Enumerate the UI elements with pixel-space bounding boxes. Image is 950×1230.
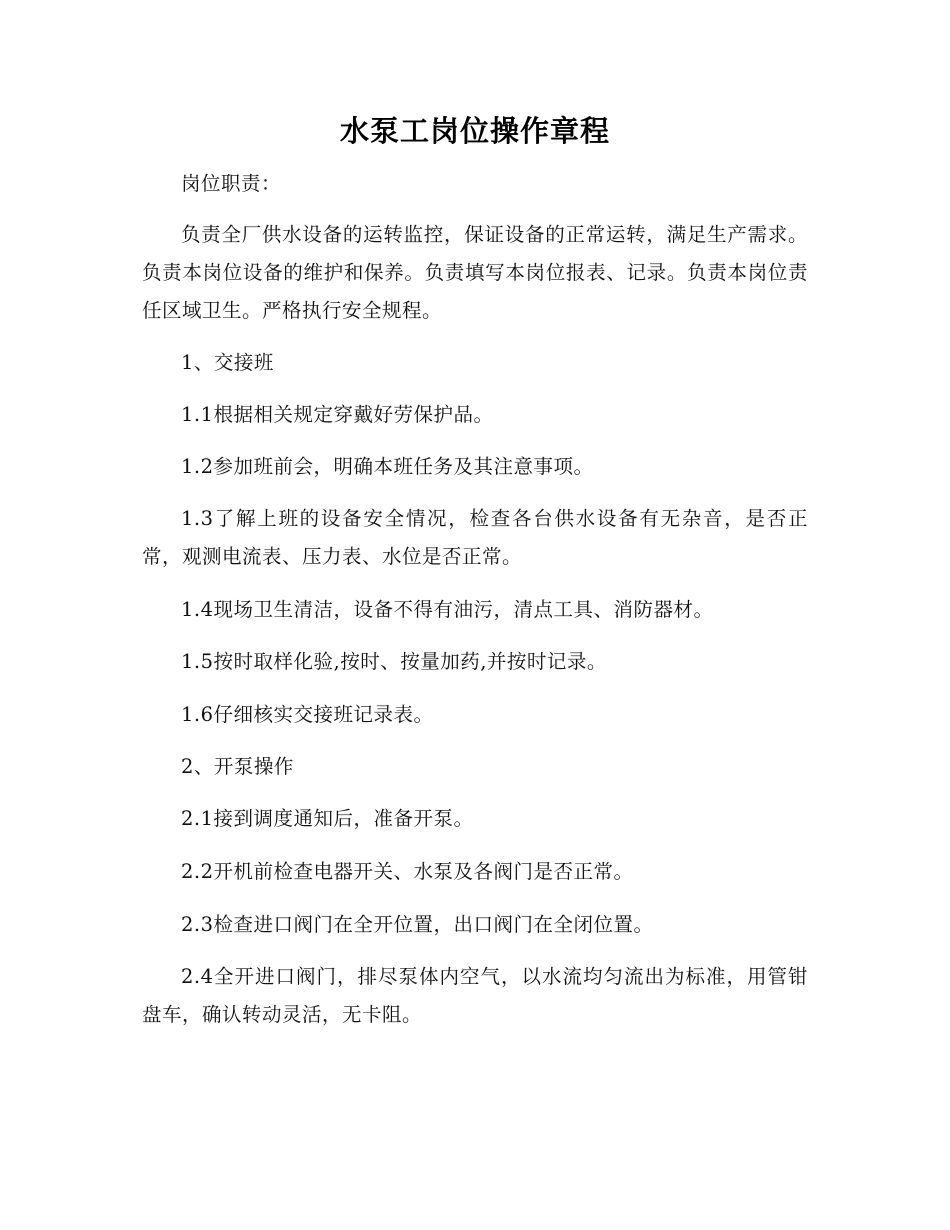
- paragraph-duties-heading: 岗位职责：: [181, 172, 282, 195]
- section-heading-shift-handover: 1、交接班: [181, 351, 274, 374]
- paragraph-2-4: 2.4全开进口阀门，排尽泵体内空气，以水流均匀流出为标准，用管钳盘车，确认转动灵活，无卡阻。: [142, 965, 808, 1026]
- paragraph-1-4: 1.4现场卫生清洁，设备不得有油污，清点工具、消防器材。: [181, 598, 714, 621]
- paragraph-1-5: 1.5按时取样化验,按时、按量加药,并按时记录。: [181, 650, 607, 673]
- document-title: 水泵工岗位操作章程: [339, 114, 610, 148]
- paragraph-2-2: 2.2开机前检查电器开关、水泵及各阀门是否正常。: [181, 860, 634, 883]
- paragraph-1-2: 1.2参加班前会，明确本班任务及其注意事项。: [181, 455, 594, 478]
- paragraph-duties: 负责全厂供水设备的运转监控，保证设备的正常运转，满足生产需求。负责本岗位设备的维护和保养。负责填写本岗位报表、记录。负责本岗位责任区域卫生。严格执行安全规程。: [142, 223, 808, 322]
- paragraph-1-1: 1.1根据相关规定穿戴好劳保护品。: [181, 403, 494, 426]
- paragraph-1-3: 1.3了解上班的设备安全情况，检查各台供水设备有无杂音，是否正常，观测电流表、压力表、水位是否正常。: [142, 507, 808, 568]
- paragraph-1-6: 1.6仔细核实交接班记录表。: [181, 703, 434, 726]
- paragraph-2-1: 2.1接到调度通知后，准备开泵。: [181, 807, 474, 830]
- section-heading-pump-start: 2、开泵操作: [181, 755, 294, 778]
- paragraph-2-3: 2.3检查进口阀门在全开位置，出口阀门在全闭位置。: [181, 913, 654, 936]
